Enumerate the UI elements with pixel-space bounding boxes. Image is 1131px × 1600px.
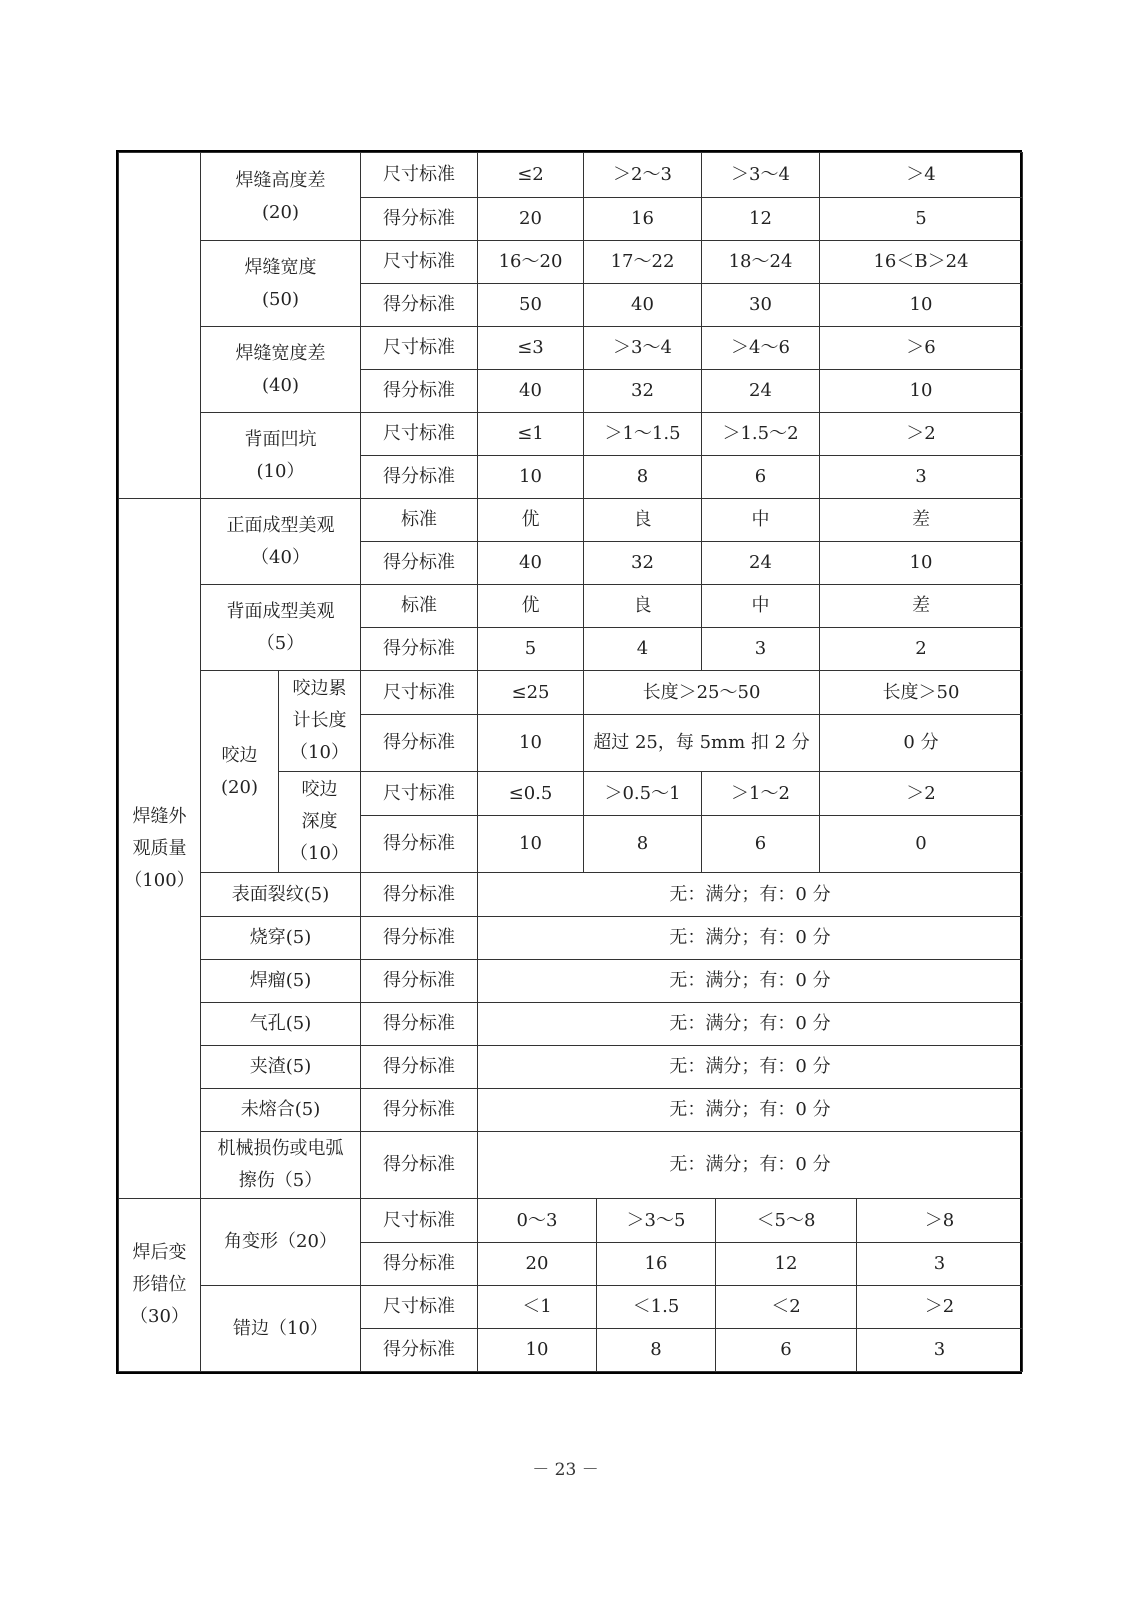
- table-row: [119, 1089, 1023, 1132]
- value-cell: 12: [716, 1243, 857, 1286]
- row-label: 标准: [361, 585, 478, 628]
- value-cell: ＜5～8: [716, 1199, 857, 1243]
- row-label: 尺寸标准: [361, 413, 478, 456]
- subitem-name: 咬边 深度 （10）: [279, 772, 361, 873]
- table-row: [119, 585, 1023, 628]
- row-label: 得分标准: [361, 284, 478, 327]
- table-row: [119, 1046, 1023, 1089]
- value-cell: 5: [478, 628, 584, 671]
- value-cell: 40: [478, 370, 584, 413]
- value-cell: 3: [857, 1243, 1023, 1286]
- value-cell: ≤25: [478, 671, 584, 715]
- table-row: [119, 917, 1023, 960]
- value-cell: 2: [820, 628, 1023, 671]
- value-cell: 无：满分；有：0 分: [478, 1046, 1023, 1089]
- value-cell: ≤0.5: [478, 772, 584, 816]
- item-name: 咬边 (20): [201, 671, 279, 873]
- value-cell: 无：满分；有：0 分: [478, 1132, 1023, 1199]
- value-cell: 24: [702, 370, 820, 413]
- value-cell: 良: [584, 499, 702, 542]
- table-row: [119, 960, 1023, 1003]
- row-label: 得分标准: [361, 715, 478, 772]
- row-label: 尺寸标准: [361, 1286, 478, 1329]
- value-cell: ＞2: [820, 413, 1023, 456]
- value-cell: ＜2: [716, 1286, 857, 1329]
- table-row: [119, 241, 1023, 284]
- value-cell: ＞1.5～2: [702, 413, 820, 456]
- row-label: 得分标准: [361, 198, 478, 241]
- value-cell: 10: [820, 370, 1023, 413]
- value-cell: 3: [820, 456, 1023, 499]
- value-cell: ＜1.5: [597, 1286, 716, 1329]
- row-label: 得分标准: [361, 1132, 478, 1199]
- row-label: 得分标准: [361, 456, 478, 499]
- value-cell: ＜1: [478, 1286, 597, 1329]
- item-name: 夹渣(5): [201, 1046, 361, 1089]
- value-cell: ＞3～4: [702, 153, 820, 198]
- row-label: 尺寸标准: [361, 772, 478, 816]
- value-cell: ≤3: [478, 327, 584, 370]
- row-label: 得分标准: [361, 960, 478, 1003]
- value-cell: 40: [478, 542, 584, 585]
- value-cell: 17～22: [584, 241, 702, 284]
- category-cell: [119, 153, 201, 499]
- item-name: 背面凹坑 (10）: [201, 413, 361, 499]
- value-cell: ＞1～1.5: [584, 413, 702, 456]
- value-cell: 中: [702, 585, 820, 628]
- item-name: 未熔合(5): [201, 1089, 361, 1132]
- item-name: 背面成型美观 （5）: [201, 585, 361, 671]
- value-cell: 32: [584, 370, 702, 413]
- row-label: 尺寸标准: [361, 327, 478, 370]
- value-cell: 24: [702, 542, 820, 585]
- value-cell: ＞1～2: [702, 772, 820, 816]
- row-label: 尺寸标准: [361, 153, 478, 198]
- value-cell: 中: [702, 499, 820, 542]
- value-cell: ＞2～3: [584, 153, 702, 198]
- value-cell: 超过 25，每 5mm 扣 2 分: [584, 715, 820, 772]
- table-row: [119, 873, 1023, 917]
- value-cell: 8: [597, 1329, 716, 1372]
- value-cell: 长度＞50: [820, 671, 1023, 715]
- row-label: 得分标准: [361, 1243, 478, 1286]
- table-row: [119, 327, 1023, 370]
- value-cell: 3: [857, 1329, 1023, 1372]
- value-cell: 4: [584, 628, 702, 671]
- table-row: [119, 1286, 1023, 1329]
- row-label: 得分标准: [361, 917, 478, 960]
- value-cell: ＞3～5: [597, 1199, 716, 1243]
- value-cell: 10: [478, 1329, 597, 1372]
- value-cell: 10: [478, 816, 584, 873]
- value-cell: 16: [584, 198, 702, 241]
- value-cell: 6: [702, 456, 820, 499]
- item-name: 焊缝宽度差 (40): [201, 327, 361, 413]
- table-row: [119, 1132, 1023, 1199]
- value-cell: 差: [820, 499, 1023, 542]
- table-row: [119, 1003, 1023, 1046]
- value-cell: ＞2: [857, 1286, 1023, 1329]
- item-name: 错边（10）: [201, 1286, 361, 1372]
- value-cell: 长度＞25～50: [584, 671, 820, 715]
- row-label: 尺寸标准: [361, 671, 478, 715]
- value-cell: 10: [478, 456, 584, 499]
- value-cell: 32: [584, 542, 702, 585]
- item-name: 正面成型美观 （40）: [201, 499, 361, 585]
- value-cell: 0～3: [478, 1199, 597, 1243]
- row-label: 尺寸标准: [361, 1199, 478, 1243]
- subitem-name: 咬边累 计长度 （10）: [279, 671, 361, 772]
- value-cell: 无：满分；有：0 分: [478, 917, 1023, 960]
- value-cell: 16～20: [478, 241, 584, 284]
- row-label: 得分标准: [361, 816, 478, 873]
- item-name: 焊缝宽度 (50): [201, 241, 361, 327]
- value-cell: ＞8: [857, 1199, 1023, 1243]
- item-name: 气孔(5): [201, 1003, 361, 1046]
- row-label: 标准: [361, 499, 478, 542]
- value-cell: 6: [702, 816, 820, 873]
- item-name: 角变形（20）: [201, 1199, 361, 1286]
- row-label: 得分标准: [361, 1003, 478, 1046]
- value-cell: ＞3～4: [584, 327, 702, 370]
- table-row: [119, 153, 1023, 198]
- value-cell: ＞6: [820, 327, 1023, 370]
- value-cell: 16＜B＞24: [820, 241, 1023, 284]
- value-cell: 20: [478, 198, 584, 241]
- value-cell: 0 分: [820, 715, 1023, 772]
- value-cell: 10: [820, 284, 1023, 327]
- value-cell: 12: [702, 198, 820, 241]
- value-cell: ＞4: [820, 153, 1023, 198]
- value-cell: 10: [820, 542, 1023, 585]
- value-cell: 6: [716, 1329, 857, 1372]
- row-label: 得分标准: [361, 1089, 478, 1132]
- value-cell: 无：满分；有：0 分: [478, 1089, 1023, 1132]
- value-cell: 10: [478, 715, 584, 772]
- item-name: 焊缝高度差 (20): [201, 153, 361, 241]
- category-cell: 焊后变 形错位 （30）: [119, 1199, 201, 1372]
- table-row: [119, 671, 1023, 715]
- value-cell: ≤1: [478, 413, 584, 456]
- value-cell: 差: [820, 585, 1023, 628]
- value-cell: 16: [597, 1243, 716, 1286]
- value-cell: 无：满分；有：0 分: [478, 960, 1023, 1003]
- value-cell: 无：满分；有：0 分: [478, 873, 1023, 917]
- scoring-table: [116, 150, 1022, 1374]
- category-cell: 焊缝外 观质量 （100）: [119, 499, 201, 1199]
- item-name: 焊瘤(5): [201, 960, 361, 1003]
- row-label: 得分标准: [361, 1046, 478, 1089]
- row-label: 得分标准: [361, 542, 478, 585]
- value-cell: 无：满分；有：0 分: [478, 1003, 1023, 1046]
- value-cell: ＞4～6: [702, 327, 820, 370]
- value-cell: 良: [584, 585, 702, 628]
- value-cell: 优: [478, 499, 584, 542]
- value-cell: 50: [478, 284, 584, 327]
- row-label: 尺寸标准: [361, 241, 478, 284]
- table-row: [119, 1199, 1023, 1243]
- value-cell: 3: [702, 628, 820, 671]
- scoring-grid: [118, 152, 1023, 1372]
- table-row: [119, 499, 1023, 542]
- value-cell: 18～24: [702, 241, 820, 284]
- row-label: 得分标准: [361, 1329, 478, 1372]
- value-cell: ≤2: [478, 153, 584, 198]
- value-cell: 8: [584, 816, 702, 873]
- page-number: － 23 －: [532, 1460, 599, 1480]
- value-cell: 40: [584, 284, 702, 327]
- item-name: 烧穿(5): [201, 917, 361, 960]
- value-cell: ＞2: [820, 772, 1023, 816]
- item-name: 表面裂纹(5): [201, 873, 361, 917]
- value-cell: 8: [584, 456, 702, 499]
- table-row: [119, 413, 1023, 456]
- value-cell: 30: [702, 284, 820, 327]
- row-label: 得分标准: [361, 873, 478, 917]
- value-cell: 5: [820, 198, 1023, 241]
- value-cell: ＞0.5～1: [584, 772, 702, 816]
- value-cell: 0: [820, 816, 1023, 873]
- item-name: 机械损伤或电弧 擦伤（5）: [201, 1132, 361, 1199]
- value-cell: 优: [478, 585, 584, 628]
- value-cell: 20: [478, 1243, 597, 1286]
- row-label: 得分标准: [361, 628, 478, 671]
- row-label: 得分标准: [361, 370, 478, 413]
